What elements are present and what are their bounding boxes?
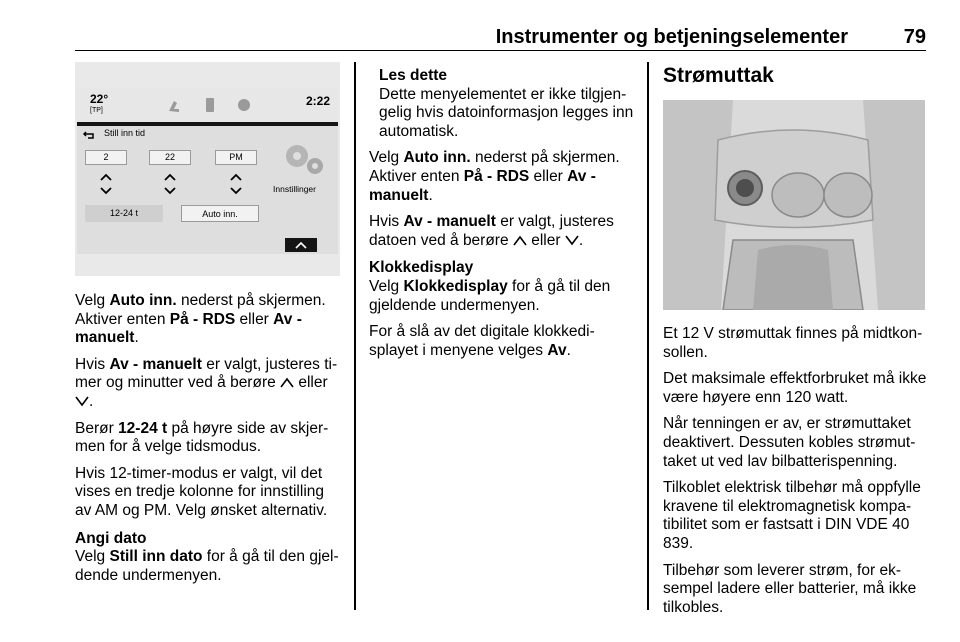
- col3-paragraph-3: Når tenningen er av, er strømuttaket deaktivert. Dessuten kobles strømuttaket ut ved lav bilbatterispenning.: [663, 415, 916, 470]
- minute-field: 22: [149, 150, 191, 165]
- center-console-illustration: [663, 100, 925, 310]
- col2-paragraph-2: [369, 213, 635, 250]
- screen-frame: [77, 88, 338, 254]
- back-button[interactable]: [81, 128, 261, 142]
- text: .: [89, 392, 94, 410]
- info-icon: [235, 95, 253, 115]
- col1-paragraph-2: [75, 356, 343, 412]
- back-arrow-icon: [83, 130, 97, 140]
- text: Velg: [369, 277, 404, 295]
- text: Velg: [75, 548, 110, 566]
- text: nederst på skjermen. Aktiver enten: [75, 292, 326, 328]
- settings-label: Innstillinger: [273, 184, 316, 194]
- ampm-down-chevron-icon[interactable]: [229, 187, 243, 195]
- section-heading-power-outlet: Strømuttak: [663, 64, 774, 87]
- hour-down-chevron-icon[interactable]: [99, 187, 113, 195]
- col3-paragraph-2: Det maksimale effektforbruket må ikke være høyere enn 120 watt.: [663, 370, 927, 406]
- text: Velg: [75, 292, 110, 309]
- text: .: [566, 341, 571, 359]
- ui-term: Av - manuelt: [369, 167, 596, 204]
- screen-body: [77, 126, 338, 254]
- text: er valgt, justeres timer og minutter ved å berøre: [75, 355, 338, 392]
- column-divider-1: [354, 62, 356, 610]
- page-header: [75, 0, 926, 51]
- text: for å gå til den gjeldende undermenyen.: [369, 277, 611, 314]
- chevron-up-icon: [513, 233, 527, 244]
- col2-paragraph-3: [369, 278, 635, 315]
- ui-term: Auto inn.: [403, 149, 471, 167]
- column-divider-2: [647, 62, 649, 610]
- hour-up-chevron-icon[interactable]: [99, 173, 113, 181]
- minute-down-chevron-icon[interactable]: [163, 187, 177, 195]
- col3-paragraph-1: Et 12 V strømuttak finnes på midtkonsollen.: [663, 325, 923, 361]
- page-number: 79: [903, 26, 926, 48]
- ui-term: 12-24 t: [118, 419, 168, 437]
- back-label: Still inn tid: [104, 128, 146, 138]
- col1-paragraph-5: [75, 548, 343, 585]
- chevron-down-icon: [565, 233, 579, 244]
- pull-up-tab[interactable]: [285, 238, 317, 252]
- text: Hvis: [369, 213, 404, 231]
- text: Berør: [75, 419, 119, 437]
- ampm-up-chevron-icon[interactable]: [229, 173, 243, 181]
- note-heading: Les dette: [379, 67, 448, 84]
- text: Velg: [369, 149, 404, 167]
- ui-term: Av: [547, 341, 567, 359]
- col2-paragraph-1: [369, 149, 635, 205]
- settings-gear-icon: [279, 138, 329, 178]
- col1-paragraph-3: [75, 420, 343, 457]
- screen-temperature: 22°: [90, 92, 109, 106]
- column-1: [75, 292, 343, 593]
- minute-up-chevron-icon[interactable]: [163, 173, 177, 181]
- ui-term: Av - manuelt: [75, 310, 302, 347]
- ui-term: På - RDS: [463, 167, 530, 185]
- mode-12-24-button[interactable]: 12-24 t: [85, 205, 163, 222]
- ui-term: Av - manuelt: [109, 355, 202, 373]
- text: For å slå av det digitale klokkedisplayet i menyene velges: [369, 323, 595, 359]
- text: .: [134, 329, 139, 347]
- text: eller: [526, 231, 565, 249]
- col3-paragraph-4: Tilkoblet elektrisk tilbehør må oppfylle kravene til elektromagnetisk kompatibilitet som er fastsatt i DIN VDE 40 839.: [663, 479, 921, 552]
- ui-term: Auto inn.: [109, 292, 177, 309]
- text: nederst på skjermen. Aktiver enten: [369, 149, 620, 185]
- screen-tp-indicator: [TP]: [90, 107, 103, 114]
- text: for å gå til den gjeldende undermenyen.: [75, 548, 339, 584]
- power-outlet-photo: [663, 100, 925, 310]
- text: eller: [294, 374, 328, 392]
- text: .: [578, 231, 584, 249]
- screen-clock: 2:22: [305, 94, 330, 108]
- text: .: [428, 186, 433, 204]
- col2-heading-clock-display: Klokkedisplay: [369, 259, 474, 277]
- climate-seat-icon: [165, 95, 183, 115]
- screen-status-bar: [77, 88, 338, 124]
- col1-paragraph-4: Hvis 12-timer-modus er valgt, vil det vises en tredje kolonne for innstilling av AM og PM. Velg ønsket alternativ.: [75, 464, 328, 519]
- col3-paragraph-5: Tilbehør som leverer strøm, for eksempel ladere eller batterier, må ikke tilkobles.: [663, 561, 917, 616]
- text: eller: [529, 167, 568, 185]
- col1-heading-date: Angi dato: [75, 529, 147, 547]
- chevron-up-icon: [294, 241, 308, 249]
- hour-field: 2: [85, 150, 127, 165]
- col2-paragraph-4: [369, 323, 635, 360]
- auto-set-button[interactable]: Auto inn.: [181, 205, 259, 222]
- text: på høyre side av skjermen for å velge tidsmodus.: [75, 419, 329, 456]
- note-text: Dette menyelementet er ikke tilgjengelig hvis datoinformasjon legges inn automatisk.: [379, 85, 634, 140]
- ampm-field: PM: [215, 150, 257, 165]
- chevron-down-icon: [75, 394, 89, 405]
- column-3: [663, 325, 933, 625]
- text: er valgt, justeres datoen ved å berøre: [369, 213, 614, 249]
- col1-paragraph-1: [75, 292, 343, 348]
- column-2: [369, 67, 635, 368]
- ui-term: Still inn dato: [109, 548, 203, 566]
- ui-term: Klokkedisplay: [403, 277, 508, 295]
- phone-icon: [201, 95, 219, 115]
- chevron-up-icon: [280, 375, 294, 386]
- ui-term: På - RDS: [169, 310, 236, 328]
- page-title: Instrumenter og betjeningselementer: [495, 26, 848, 48]
- note-box: [369, 67, 635, 141]
- text: Hvis: [75, 355, 110, 373]
- text: eller: [235, 310, 274, 328]
- infotainment-screen-illustration: [75, 62, 340, 276]
- ui-term: Av - manuelt: [403, 213, 496, 231]
